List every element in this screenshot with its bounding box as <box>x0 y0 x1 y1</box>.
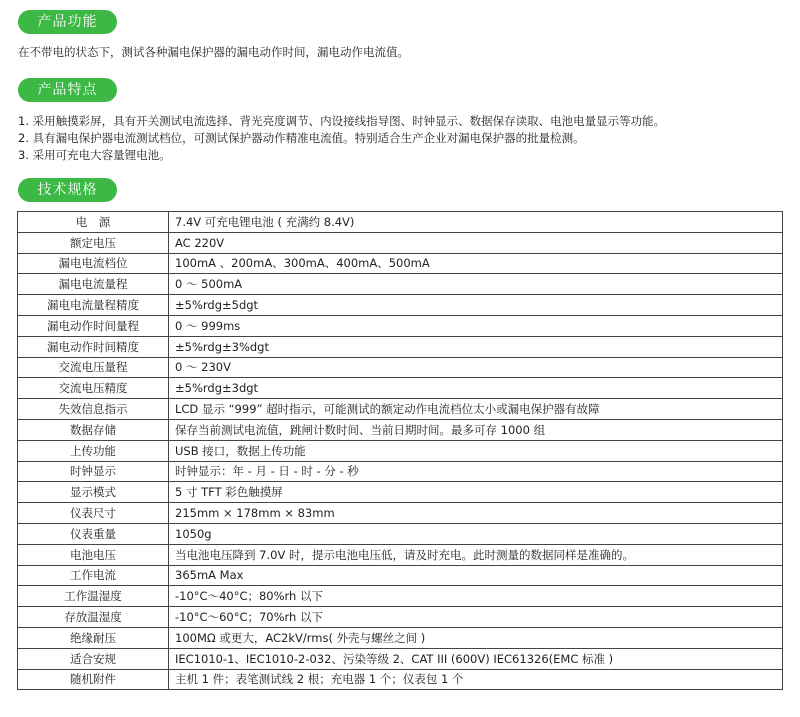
spec-value: 0 ～ 500mA <box>169 274 783 295</box>
function-description <box>18 44 409 61</box>
spec-key: 随机附件 <box>18 669 169 690</box>
spec-value: 5 寸 TFT 彩色触摸屏 <box>169 482 783 503</box>
spec-key: 数据存储 <box>18 419 169 440</box>
spec-row <box>18 607 783 628</box>
spec-key: 工作温湿度 <box>18 586 169 607</box>
spec-row <box>18 544 783 565</box>
spec-row <box>18 669 783 690</box>
spec-value: 100MΩ 或更大，AC2kV/rms( 外壳与螺丝之间 ) <box>169 627 783 648</box>
spec-row <box>18 482 783 503</box>
spec-value: IEC1010-1、IEC1010-2-032、污染等级 2、CAT III (600V) IEC61326(EMC 标准 ) <box>169 648 783 669</box>
section-title-function: 产品功能 <box>18 10 117 34</box>
spec-key: 电 源 <box>18 212 169 233</box>
spec-value: 0 ～ 999ms <box>169 315 783 336</box>
feature-line: 1. 采用触摸彩屏，具有开关测试电流选择、背光亮度调节、内设接线指导图、时钟显示、数据保存读取、电池电量显示等功能。 <box>18 114 666 128</box>
spec-key: 绝缘耐压 <box>18 627 169 648</box>
spec-row <box>18 440 783 461</box>
spec-key: 漏电电流量程精度 <box>18 295 169 316</box>
spec-value: -10°C～40°C；80%rh 以下 <box>169 586 783 607</box>
spec-row <box>18 565 783 586</box>
spec-row <box>18 419 783 440</box>
spec-key: 漏电电流档位 <box>18 253 169 274</box>
spec-row <box>18 586 783 607</box>
spec-value: 1050g <box>169 523 783 544</box>
spec-key: 失效信息指示 <box>18 399 169 420</box>
spec-value: 365mA Max <box>169 565 783 586</box>
spec-value: ±5%rdg±3dgt <box>169 378 783 399</box>
spec-value: LCD 显示 “999” 超时指示，可能测试的额定动作电流档位太小或漏电保护器有故障 <box>169 399 783 420</box>
spec-row <box>18 399 783 420</box>
spec-row <box>18 503 783 524</box>
feature-line: 3. 采用可充电大容量锂电池。 <box>18 148 171 162</box>
spec-value: ±5%rdg±5dgt <box>169 295 783 316</box>
spec-key: 时钟显示 <box>18 461 169 482</box>
spec-key: 交流电压量程 <box>18 357 169 378</box>
spec-value: 保存当前测试电流值，跳闸计数时间、当前日期时间。最多可存 1000 组 <box>169 419 783 440</box>
spec-key: 显示模式 <box>18 482 169 503</box>
spec-key: 漏电电流量程 <box>18 274 169 295</box>
spec-row <box>18 627 783 648</box>
spec-value: 100mA 、200mA、300mA、400mA、500mA <box>169 253 783 274</box>
spec-value: AC 220V <box>169 232 783 253</box>
spec-key: 漏电动作时间精度 <box>18 336 169 357</box>
spec-row <box>18 461 783 482</box>
spec-row <box>18 648 783 669</box>
spec-value: -10°C～60°C；70%rh 以下 <box>169 607 783 628</box>
section-title-features: 产品特点 <box>18 78 117 102</box>
spec-key: 电池电压 <box>18 544 169 565</box>
spec-row <box>18 212 783 233</box>
function-line: 在不带电的状态下，测试各种漏电保护器的漏电动作时间，漏电动作电流值。 <box>18 45 409 59</box>
spec-key: 仪表重量 <box>18 523 169 544</box>
spec-table <box>17 211 783 690</box>
spec-key: 存放温湿度 <box>18 607 169 628</box>
spec-row <box>18 357 783 378</box>
spec-key: 工作电流 <box>18 565 169 586</box>
spec-key: 上传功能 <box>18 440 169 461</box>
spec-value: ±5%rdg±3%dgt <box>169 336 783 357</box>
spec-key: 交流电压精度 <box>18 378 169 399</box>
spec-value: USB 接口，数据上传功能 <box>169 440 783 461</box>
spec-row <box>18 378 783 399</box>
spec-row <box>18 295 783 316</box>
spec-value: 当电池电压降到 7.0V 时，提示电池电压低，请及时充电。此时测量的数据同样是准确的。 <box>169 544 783 565</box>
spec-value: 215mm × 178mm × 83mm <box>169 503 783 524</box>
spec-key: 额定电压 <box>18 232 169 253</box>
feature-line: 2. 具有漏电保护器电流测试档位，可测试保护器动作精准电流值。特别适合生产企业对漏电保护器的批量检测。 <box>18 131 585 145</box>
spec-row <box>18 336 783 357</box>
spec-key: 仪表尺寸 <box>18 503 169 524</box>
spec-row <box>18 232 783 253</box>
spec-row <box>18 523 783 544</box>
spec-value: 0 ～ 230V <box>169 357 783 378</box>
section-title-specs: 技术规格 <box>18 178 117 202</box>
spec-value: 主机 1 件；表笔测试线 2 根；充电器 1 个；仪表包 1 个 <box>169 669 783 690</box>
spec-key: 适合安规 <box>18 648 169 669</box>
spec-value: 7.4V 可充电锂电池 ( 充满约 8.4V) <box>169 212 783 233</box>
spec-row <box>18 253 783 274</box>
spec-row <box>18 315 783 336</box>
features-list <box>18 113 665 164</box>
spec-value: 时钟显示：年 - 月 - 日 - 时 - 分 - 秒 <box>169 461 783 482</box>
spec-key: 漏电动作时间量程 <box>18 315 169 336</box>
spec-row <box>18 274 783 295</box>
